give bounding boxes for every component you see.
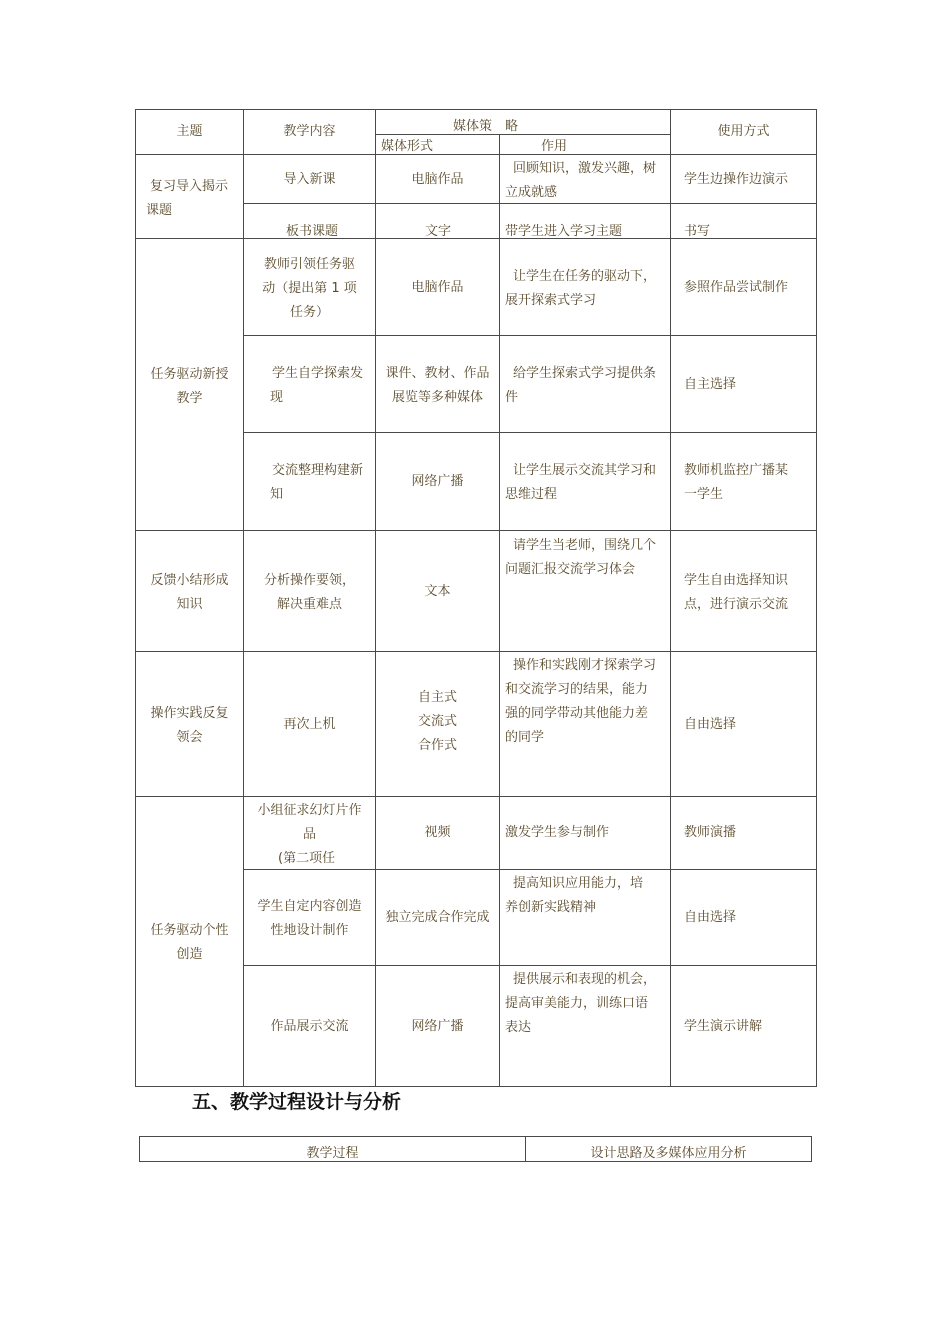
row2b-usage: 自主选择 [684, 377, 737, 392]
row5c-usage: 学生演示讲解 [684, 1019, 763, 1034]
row2c-form: 网络广播 [411, 474, 464, 489]
row2b-form: 课件、教材、作品 展览等多种媒体 [385, 366, 490, 405]
row2c-usage: 教师机监控广播某 一学生 [684, 463, 789, 502]
row5a-usage: 教师演播 [684, 825, 737, 840]
row1b-content: 板书课题 [286, 224, 339, 239]
row3-effect: 请学生当老师，围绕几个 问题汇报交流学习体会 [505, 538, 657, 577]
header-effect: 作用 [541, 139, 568, 154]
header-content: 教学内容 [283, 124, 336, 139]
row4-topic: 操作实践反复 领会 [150, 706, 229, 745]
row1-topic: 复习导入揭示 课题 [146, 179, 229, 218]
row1b-usage: 书写 [684, 224, 711, 239]
row2-topic: 任务驱动新授 教学 [150, 367, 229, 406]
row5-topic: 任务驱动个性 创造 [150, 923, 229, 962]
row1a-content: 导入新课 [283, 172, 336, 187]
row5a-content: 小组征求幻灯片作 品 (第二项任 [257, 803, 362, 866]
row4-usage: 自由选择 [684, 717, 737, 732]
row1b-effect: 带学生进入学习主题 [505, 224, 623, 239]
row2a-content: 教师引领任务驱 动（提出第 1 项 任务） [262, 257, 357, 320]
row2b-content: 学生自学探索发 现 [270, 366, 364, 405]
table2-col-analysis: 设计思路及多媒体应用分析 [590, 1146, 747, 1161]
header-strategy-left: 媒体策 [453, 119, 493, 134]
row5a-form: 视频 [424, 825, 451, 840]
row5c-effect: 提供展示和表现的机会， 提高审美能力，训练口语 表达 [505, 972, 657, 1035]
row5c-form: 网络广播 [411, 1019, 464, 1034]
row4-content: 再次上机 [283, 717, 336, 732]
row3-topic: 反馈小结形成 知识 [150, 573, 229, 612]
row2b-effect: 给学生探索式学习提供条 件 [505, 366, 657, 405]
row1a-usage: 学生边操作边演示 [684, 172, 789, 187]
header-usage: 使用方式 [717, 124, 770, 139]
row3-usage: 学生自由选择知识 点，进行演示交流 [684, 573, 789, 612]
header-media-form: 媒体形式 [381, 139, 434, 154]
row4-effect: 操作和实践刚才探索学习 和交流学习的结果，能力 强的同学带动其他能力差 的同学 [505, 658, 657, 745]
row5c-content: 作品展示交流 [270, 1019, 349, 1034]
row4-form: 自主式 交流式 合作式 [417, 690, 457, 753]
row1a-form: 电脑作品 [411, 172, 464, 187]
row3-form: 文本 [424, 584, 451, 599]
row5b-form: 独立完成合作完成 [385, 910, 490, 925]
row5b-content: 学生自定内容创造 性地设计制作 [257, 899, 362, 938]
row5a-effect: 激发学生参与制作 [505, 825, 610, 840]
row1b-form: 文字 [425, 224, 452, 239]
header-topic: 主题 [176, 124, 203, 139]
row1a-effect: 回顾知识，激发兴趣，树 立成就感 [505, 161, 657, 200]
row2a-effect: 让学生在任务的驱动下， 展开探索式学习 [505, 269, 657, 308]
row5b-usage: 自由选择 [684, 910, 737, 925]
row2a-usage: 参照作品尝试制作 [684, 280, 789, 295]
row3-content: 分析操作要领， 解决重难点 [263, 573, 355, 612]
row2c-effect: 让学生展示交流其学习和 思维过程 [505, 463, 657, 502]
header-strategy-right: 略 [505, 119, 519, 134]
section-title: 五、教学过程设计与分析 [192, 1091, 402, 1113]
row5b-effect: 提高知识应用能力，培 养创新实践精神 [505, 876, 644, 915]
row2c-content: 交流整理构建新 知 [270, 463, 364, 502]
row2a-form: 电脑作品 [411, 280, 464, 295]
table2-col-process: 教学过程 [306, 1146, 359, 1161]
